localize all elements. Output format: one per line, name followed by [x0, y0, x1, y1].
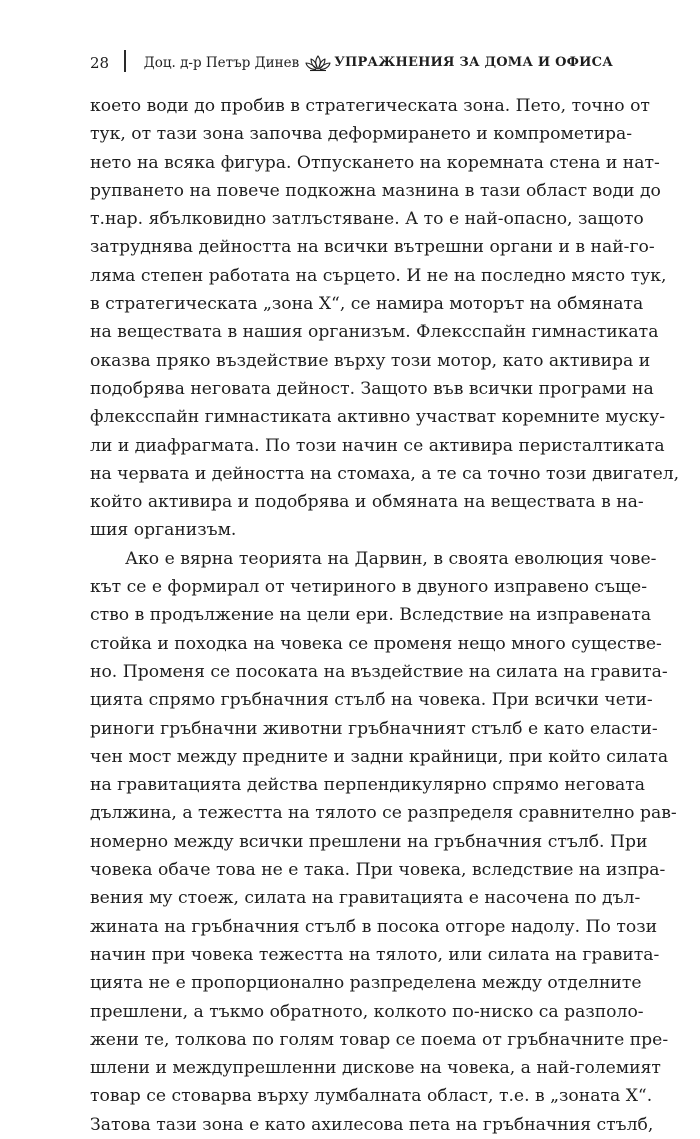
- text-line: човека обаче това не е така. При човека, вследствие на изпра-: [90, 860, 666, 881]
- text-line: прешлени, а тъкмо обратното, колкото по-ниско са разполо-: [90, 1001, 644, 1022]
- text-line: флексспайн гимнастиката активно участват коремните муску-: [90, 407, 666, 428]
- text-line: дължина, а тежестта на тялото се разпределя сравнително рав-: [90, 803, 677, 824]
- text-line: Затова тази зона е като ахилесова пета на гръбначния стълб,: [90, 1114, 654, 1135]
- text-line: жината на гръбначния стълб в посока отгоре надолу. По този: [90, 916, 658, 937]
- text-line: на гравитацията действа перпендикулярно спрямо неговата: [90, 775, 646, 796]
- header-divider: [124, 50, 126, 72]
- lotus-icon: [305, 54, 331, 72]
- text-line: на веществата в нашия организъм. Флексспайн гимнастиката: [90, 322, 659, 343]
- text-line: т.нар. ябълковидно затлъстяване. А то е най-опасно, защото: [90, 209, 644, 230]
- text-line: но. Променя се посоката на въздействие на силата на гравита-: [90, 661, 668, 682]
- text-line: нето на всяка фигура. Отпускането на коремната стена и нат-: [90, 152, 660, 173]
- paragraph: [90, 92, 680, 545]
- text-line: тук, от тази зона започва деформирането и компрометира-: [90, 124, 633, 145]
- text-line: стойка и походка на човека се променя нещо много существе-: [90, 633, 662, 654]
- text-line: товар се стоварва върху лумбалната област, т.е. в „зоната Х“.: [90, 1086, 653, 1107]
- text-line: жени те, толкова по голям товар се поема от гръбначните пре-: [90, 1029, 669, 1050]
- text-line: в стратегическата „зона Х“, се намира моторът на обмяната: [90, 294, 644, 315]
- text-line: оказва пряко въздействие върху този мотор, като активира и: [90, 350, 651, 371]
- text-line: шлени и междупрешленни дискове на човека, а най-големият: [90, 1058, 661, 1079]
- text-line: цията не е пропорционално разпределена между отделните: [90, 973, 642, 994]
- text-line: ли и диафрагмата. По този начин се активира перисталтиката: [90, 435, 665, 456]
- body-text: [90, 92, 680, 1139]
- text-line: рупването на повече подкожна мазнина в тази област води до: [90, 180, 661, 201]
- text-line: кът се е формирал от четириного в двуного изправено съще-: [90, 577, 647, 598]
- text-line: цията спрямо гръбначния стълб на човека. При всички чети-: [90, 690, 653, 711]
- text-line: което води до пробив в стратегическата зона. Пето, точно от: [90, 96, 650, 116]
- text-line: Ако е вярна теорията на Дарвин, в своята еволюция чове-: [125, 548, 657, 569]
- text-line: начин при човека тежестта на тялото, или силата на гравита-: [90, 944, 660, 965]
- running-header: [90, 50, 613, 76]
- text-line: затруднява дейността на всички вътрешни органи и в най-го-: [90, 237, 655, 258]
- text-line: шия организъм.: [90, 520, 237, 541]
- header-right: [144, 52, 613, 74]
- text-line: чен мост между предните и задни крайници, при който силата: [90, 746, 669, 767]
- text-line: подобрява неговата дейност. Защото във всички програми на: [90, 378, 654, 399]
- text-line: на червата и дейността на стомаха, а те са точно този двигател,: [90, 463, 680, 484]
- text-line: който активира и подобрява и обмяната на веществата в на-: [90, 492, 644, 513]
- header-title: УПРАЖНЕНИЯ ЗА ДОМА И ОФИСА: [334, 55, 613, 70]
- text-line: номерно между всички прешлени на гръбначния стълб. При: [90, 831, 648, 852]
- text-line: ство в продължение на цели ери. Вследствие на изправената: [90, 605, 652, 626]
- page-number: 28: [90, 54, 110, 72]
- text-line: вения му стоеж, силата на гравитацията е насочена по дъл-: [90, 888, 641, 909]
- paragraph: [90, 545, 677, 1139]
- header-author: Доц. д-р Петър Динев: [143, 55, 300, 71]
- text-line: риноги гръбначни животни гръбначният стълб е като еласти-: [90, 718, 658, 739]
- text-line: ляма степен работата на сърцето. И не на последно място тук,: [90, 265, 667, 286]
